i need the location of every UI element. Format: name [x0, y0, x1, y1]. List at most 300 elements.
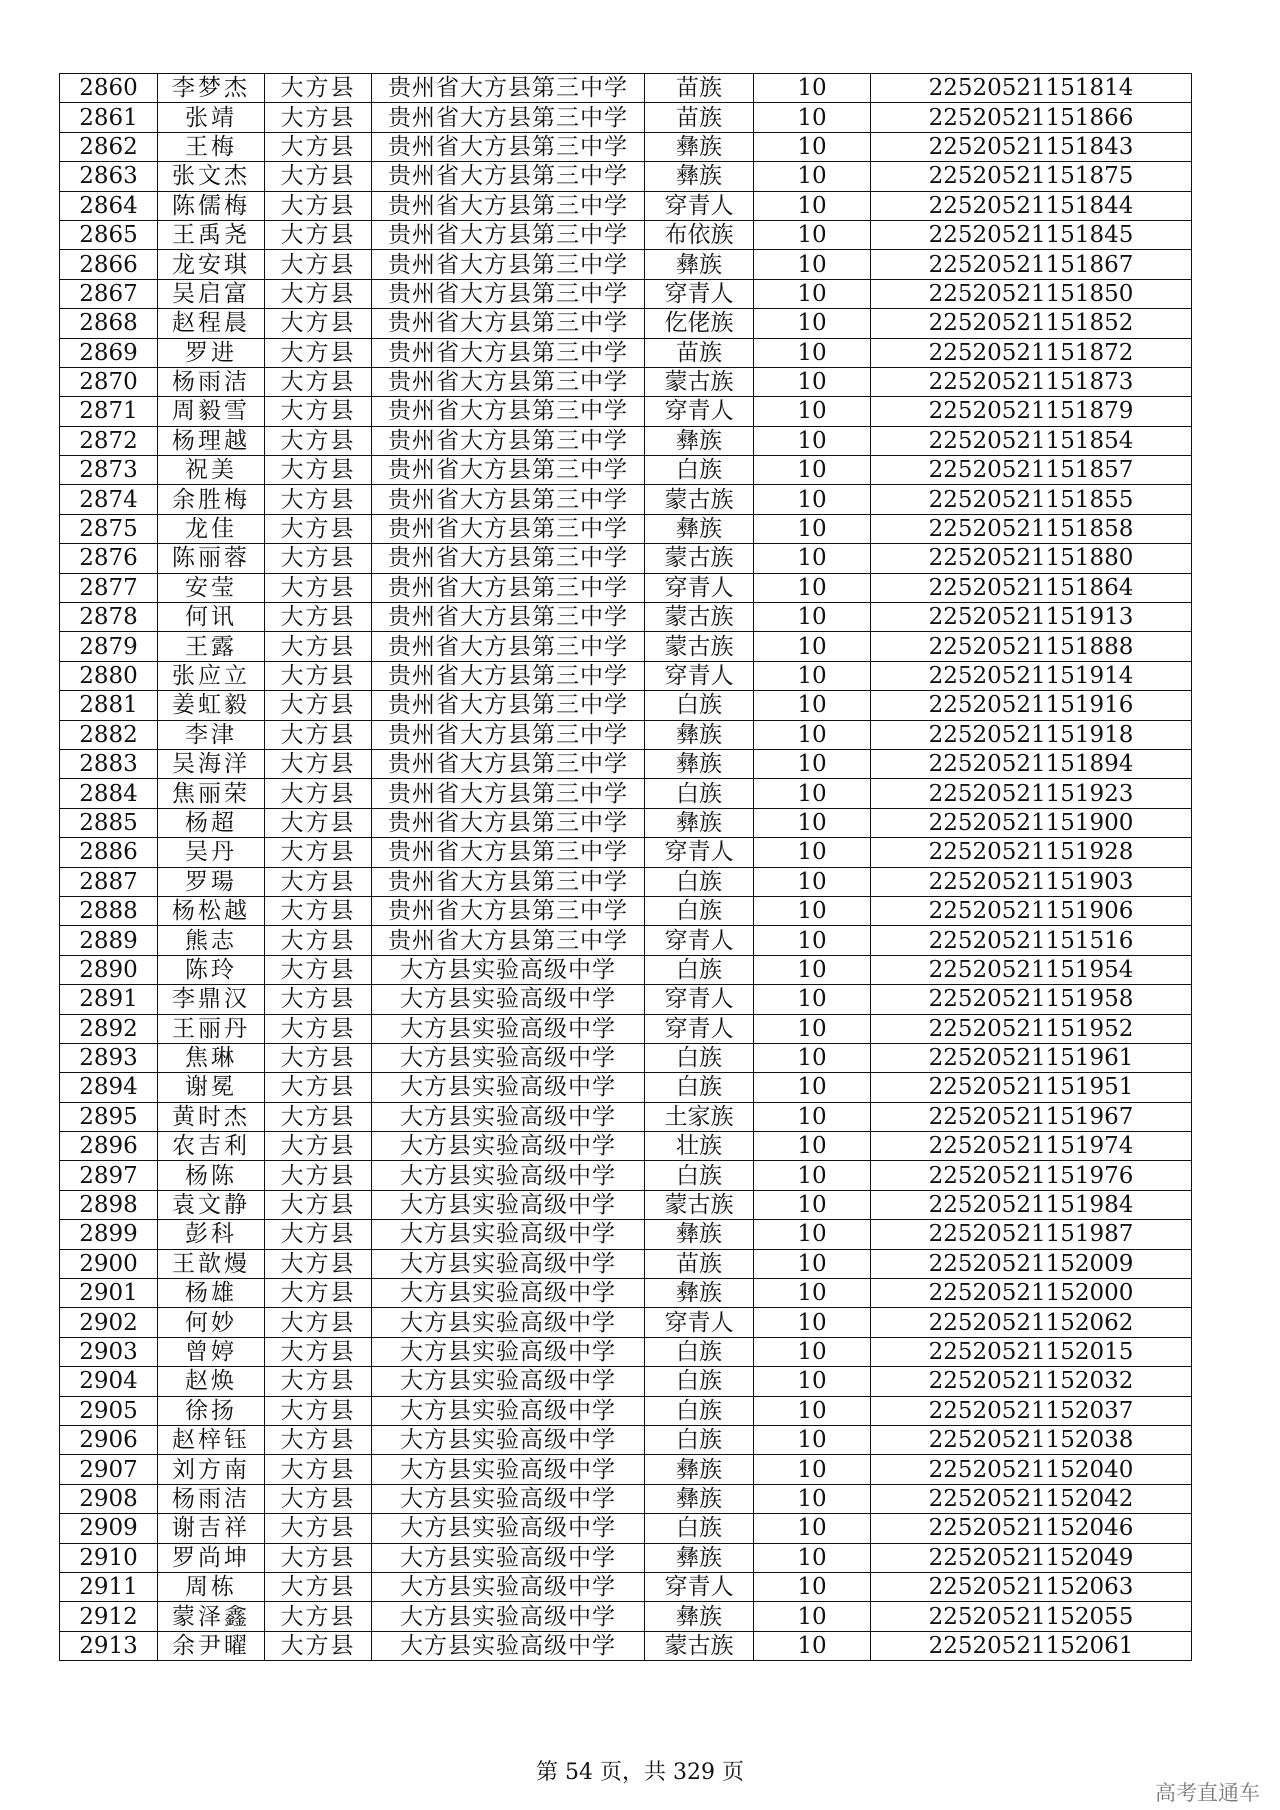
name-cell: 杨雨洁: [158, 1484, 265, 1513]
county-cell: 大方县: [265, 838, 372, 867]
school-cell: 贵州省大方县第三中学: [372, 896, 645, 925]
table-row: [60, 250, 1192, 279]
exam-number-cell: 22520521151976: [871, 1161, 1192, 1190]
ethnicity-cell: 仡佬族: [645, 309, 754, 338]
exam-number-cell: 22520521151954: [871, 955, 1192, 984]
seq-cell: 2891: [60, 985, 158, 1014]
ethnicity-cell: 彝族: [645, 1543, 754, 1572]
name-cell: 杨陈: [158, 1161, 265, 1190]
county-cell: 大方县: [265, 1014, 372, 1043]
county-cell: 大方县: [265, 1132, 372, 1161]
name-cell: 祝美: [158, 456, 265, 485]
points-cell: 10: [754, 838, 871, 867]
name-cell: 刘方南: [158, 1455, 265, 1484]
seq-cell: 2887: [60, 867, 158, 896]
table-row: [60, 955, 1192, 984]
ethnicity-cell: 蒙古族: [645, 603, 754, 632]
table-row: [60, 1367, 1192, 1396]
exam-number-cell: 22520521152061: [871, 1631, 1192, 1660]
ethnicity-cell: 彝族: [645, 808, 754, 837]
name-cell: 何妙: [158, 1308, 265, 1337]
name-cell: 姜虹毅: [158, 691, 265, 720]
exam-number-cell: 22520521151914: [871, 661, 1192, 690]
county-cell: 大方县: [265, 573, 372, 602]
exam-number-cell: 22520521151923: [871, 779, 1192, 808]
table-row: [60, 985, 1192, 1014]
school-cell: 大方县实验高级中学: [372, 1161, 645, 1190]
points-cell: 10: [754, 1132, 871, 1161]
name-cell: 余胜梅: [158, 485, 265, 514]
exam-number-cell: 22520521152009: [871, 1249, 1192, 1278]
county-cell: 大方县: [265, 1337, 372, 1366]
exam-number-cell: 22520521152000: [871, 1279, 1192, 1308]
county-cell: 大方县: [265, 867, 372, 896]
seq-cell: 2903: [60, 1337, 158, 1366]
ethnicity-cell: 彝族: [645, 1484, 754, 1513]
exam-number-cell: 22520521152063: [871, 1572, 1192, 1601]
county-cell: 大方县: [265, 808, 372, 837]
seq-cell: 2879: [60, 632, 158, 661]
seq-cell: 2907: [60, 1455, 158, 1484]
table-row: [60, 1190, 1192, 1219]
name-cell: 何讯: [158, 603, 265, 632]
table-row: [60, 1396, 1192, 1425]
school-cell: 大方县实验高级中学: [372, 955, 645, 984]
points-cell: 10: [754, 279, 871, 308]
ethnicity-cell: 彝族: [645, 1455, 754, 1484]
county-cell: 大方县: [265, 338, 372, 367]
name-cell: 龙佳: [158, 514, 265, 543]
table-row: [60, 1102, 1192, 1131]
county-cell: 大方县: [265, 220, 372, 249]
ethnicity-cell: 穿青人: [645, 397, 754, 426]
county-cell: 大方县: [265, 1455, 372, 1484]
table-row: [60, 1249, 1192, 1278]
seq-cell: 2892: [60, 1014, 158, 1043]
school-cell: 贵州省大方县第三中学: [372, 456, 645, 485]
name-cell: 王禹尧: [158, 220, 265, 249]
school-cell: 大方县实验高级中学: [372, 1367, 645, 1396]
points-cell: 10: [754, 1249, 871, 1278]
seq-cell: 2900: [60, 1249, 158, 1278]
exam-number-cell: 22520521151958: [871, 985, 1192, 1014]
points-cell: 10: [754, 338, 871, 367]
seq-cell: 2872: [60, 426, 158, 455]
table-row: [60, 514, 1192, 543]
seq-cell: 2876: [60, 544, 158, 573]
county-cell: 大方县: [265, 250, 372, 279]
county-cell: 大方县: [265, 1161, 372, 1190]
table-row: [60, 103, 1192, 132]
school-cell: 贵州省大方县第三中学: [372, 367, 645, 396]
ethnicity-cell: 白族: [645, 1337, 754, 1366]
name-cell: 周毅雪: [158, 397, 265, 426]
points-cell: 10: [754, 367, 871, 396]
table-row: [60, 1602, 1192, 1631]
county-cell: 大方县: [265, 397, 372, 426]
school-cell: 大方县实验高级中学: [372, 1308, 645, 1337]
points-cell: 10: [754, 1102, 871, 1131]
points-cell: 10: [754, 544, 871, 573]
exam-number-cell: 22520521152032: [871, 1367, 1192, 1396]
table-row: [60, 1514, 1192, 1543]
exam-number-cell: 22520521151888: [871, 632, 1192, 661]
name-cell: 蒙泽鑫: [158, 1602, 265, 1631]
county-cell: 大方县: [265, 279, 372, 308]
exam-number-cell: 22520521151850: [871, 279, 1192, 308]
name-cell: 陈玲: [158, 955, 265, 984]
school-cell: 贵州省大方县第三中学: [372, 309, 645, 338]
seq-cell: 2881: [60, 691, 158, 720]
name-cell: 张应立: [158, 661, 265, 690]
name-cell: 安莹: [158, 573, 265, 602]
ethnicity-cell: 穿青人: [645, 573, 754, 602]
ethnicity-cell: 白族: [645, 1161, 754, 1190]
school-cell: 大方县实验高级中学: [372, 1073, 645, 1102]
ethnicity-cell: 彝族: [645, 514, 754, 543]
school-cell: 贵州省大方县第三中学: [372, 661, 645, 690]
ethnicity-cell: 白族: [645, 779, 754, 808]
table-row: [60, 1484, 1192, 1513]
table-row: [60, 485, 1192, 514]
points-cell: 10: [754, 191, 871, 220]
county-cell: 大方县: [265, 485, 372, 514]
table-row: [60, 632, 1192, 661]
school-cell: 大方县实验高级中学: [372, 1043, 645, 1072]
county-cell: 大方县: [265, 426, 372, 455]
ethnicity-cell: 彝族: [645, 250, 754, 279]
points-cell: 10: [754, 926, 871, 955]
exam-number-cell: 22520521151984: [871, 1190, 1192, 1219]
name-cell: 杨雄: [158, 1279, 265, 1308]
ethnicity-cell: 蒙古族: [645, 1190, 754, 1219]
ethnicity-cell: 彝族: [645, 426, 754, 455]
county-cell: 大方县: [265, 309, 372, 338]
ethnicity-cell: 苗族: [645, 338, 754, 367]
county-cell: 大方县: [265, 632, 372, 661]
name-cell: 吴启富: [158, 279, 265, 308]
seq-cell: 2897: [60, 1161, 158, 1190]
school-cell: 大方县实验高级中学: [372, 1220, 645, 1249]
points-cell: 10: [754, 1073, 871, 1102]
county-cell: 大方县: [265, 1190, 372, 1219]
table-row: [60, 573, 1192, 602]
seq-cell: 2868: [60, 309, 158, 338]
ethnicity-cell: 蒙古族: [645, 544, 754, 573]
county-cell: 大方县: [265, 1572, 372, 1601]
name-cell: 杨理越: [158, 426, 265, 455]
points-cell: 10: [754, 220, 871, 249]
school-cell: 大方县实验高级中学: [372, 1543, 645, 1572]
points-cell: 10: [754, 1543, 871, 1572]
page-number-footer: 第 54 页，共 329 页: [536, 1760, 744, 1785]
points-cell: 10: [754, 162, 871, 191]
seq-cell: 2878: [60, 603, 158, 632]
table-row: [60, 220, 1192, 249]
school-cell: 贵州省大方县第三中学: [372, 838, 645, 867]
name-cell: 赵梓钰: [158, 1425, 265, 1454]
name-cell: 袁文静: [158, 1190, 265, 1219]
exam-number-cell: 22520521151961: [871, 1043, 1192, 1072]
county-cell: 大方县: [265, 1279, 372, 1308]
table-body: [60, 74, 1192, 1661]
school-cell: 大方县实验高级中学: [372, 1631, 645, 1660]
name-cell: 吴海洋: [158, 749, 265, 778]
table-row: [60, 1014, 1192, 1043]
points-cell: 10: [754, 808, 871, 837]
school-cell: 贵州省大方县第三中学: [372, 514, 645, 543]
exam-number-cell: 22520521151844: [871, 191, 1192, 220]
seq-cell: 2867: [60, 279, 158, 308]
exam-number-cell: 22520521151906: [871, 896, 1192, 925]
school-cell: 贵州省大方县第三中学: [372, 573, 645, 602]
exam-number-cell: 22520521151894: [871, 749, 1192, 778]
name-cell: 李梦杰: [158, 74, 265, 103]
ethnicity-cell: 彝族: [645, 1602, 754, 1631]
points-cell: 10: [754, 1425, 871, 1454]
name-cell: 焦丽荣: [158, 779, 265, 808]
points-cell: 10: [754, 426, 871, 455]
student-list-table: [59, 73, 1192, 1661]
table-row: [60, 74, 1192, 103]
seq-cell: 2889: [60, 926, 158, 955]
exam-number-cell: 22520521151918: [871, 720, 1192, 749]
county-cell: 大方县: [265, 926, 372, 955]
name-cell: 黄时杰: [158, 1102, 265, 1131]
seq-cell: 2893: [60, 1043, 158, 1072]
table-row: [60, 838, 1192, 867]
school-cell: 大方县实验高级中学: [372, 1514, 645, 1543]
table-row: [60, 749, 1192, 778]
exam-number-cell: 22520521151845: [871, 220, 1192, 249]
county-cell: 大方县: [265, 661, 372, 690]
name-cell: 焦琳: [158, 1043, 265, 1072]
school-cell: 大方县实验高级中学: [372, 1279, 645, 1308]
seq-cell: 2905: [60, 1396, 158, 1425]
exam-number-cell: 22520521152062: [871, 1308, 1192, 1337]
school-cell: 贵州省大方县第三中学: [372, 749, 645, 778]
county-cell: 大方县: [265, 162, 372, 191]
school-cell: 大方县实验高级中学: [372, 1102, 645, 1131]
table-row: [60, 603, 1192, 632]
table-row: [60, 808, 1192, 837]
ethnicity-cell: 穿青人: [645, 279, 754, 308]
county-cell: 大方县: [265, 544, 372, 573]
exam-number-cell: 22520521151987: [871, 1220, 1192, 1249]
ethnicity-cell: 穿青人: [645, 191, 754, 220]
school-cell: 贵州省大方县第三中学: [372, 632, 645, 661]
school-cell: 大方县实验高级中学: [372, 1396, 645, 1425]
name-cell: 陈儒梅: [158, 191, 265, 220]
school-cell: 贵州省大方县第三中学: [372, 779, 645, 808]
seq-cell: 2901: [60, 1279, 158, 1308]
table-row: [60, 191, 1192, 220]
ethnicity-cell: 壮族: [645, 1132, 754, 1161]
name-cell: 罗尚坤: [158, 1543, 265, 1572]
ethnicity-cell: 穿青人: [645, 1572, 754, 1601]
county-cell: 大方县: [265, 1102, 372, 1131]
school-cell: 大方县实验高级中学: [372, 1484, 645, 1513]
table-row: [60, 1455, 1192, 1484]
ethnicity-cell: 苗族: [645, 74, 754, 103]
points-cell: 10: [754, 1220, 871, 1249]
table-row: [60, 1572, 1192, 1601]
county-cell: 大方县: [265, 191, 372, 220]
ethnicity-cell: 苗族: [645, 103, 754, 132]
county-cell: 大方县: [265, 1425, 372, 1454]
ethnicity-cell: 白族: [645, 896, 754, 925]
school-cell: 贵州省大方县第三中学: [372, 338, 645, 367]
ethnicity-cell: 蒙古族: [645, 367, 754, 396]
ethnicity-cell: 穿青人: [645, 1308, 754, 1337]
name-cell: 王梅: [158, 132, 265, 161]
school-cell: 大方县实验高级中学: [372, 1132, 645, 1161]
seq-cell: 2910: [60, 1543, 158, 1572]
seq-cell: 2866: [60, 250, 158, 279]
school-cell: 大方县实验高级中学: [372, 1014, 645, 1043]
exam-number-cell: 22520521151952: [871, 1014, 1192, 1043]
exam-number-cell: 22520521151516: [871, 926, 1192, 955]
ethnicity-cell: 穿青人: [645, 661, 754, 690]
school-cell: 贵州省大方县第三中学: [372, 867, 645, 896]
table-row: [60, 279, 1192, 308]
table-row: [60, 1132, 1192, 1161]
points-cell: 10: [754, 74, 871, 103]
name-cell: 曾婷: [158, 1337, 265, 1366]
name-cell: 徐扬: [158, 1396, 265, 1425]
seq-cell: 2890: [60, 955, 158, 984]
ethnicity-cell: 蒙古族: [645, 1631, 754, 1660]
seq-cell: 2883: [60, 749, 158, 778]
name-cell: 罗进: [158, 338, 265, 367]
ethnicity-cell: 彝族: [645, 1220, 754, 1249]
county-cell: 大方县: [265, 1514, 372, 1543]
county-cell: 大方县: [265, 1484, 372, 1513]
points-cell: 10: [754, 1190, 871, 1219]
exam-number-cell: 22520521151814: [871, 74, 1192, 103]
ethnicity-cell: 白族: [645, 1043, 754, 1072]
seq-cell: 2880: [60, 661, 158, 690]
school-cell: 贵州省大方县第三中学: [372, 691, 645, 720]
name-cell: 余尹曜: [158, 1631, 265, 1660]
exam-number-cell: 22520521151967: [871, 1102, 1192, 1131]
county-cell: 大方县: [265, 1367, 372, 1396]
exam-number-cell: 22520521151858: [871, 514, 1192, 543]
ethnicity-cell: 白族: [645, 691, 754, 720]
exam-number-cell: 22520521151854: [871, 426, 1192, 455]
name-cell: 杨松越: [158, 896, 265, 925]
ethnicity-cell: 苗族: [645, 1249, 754, 1278]
table-row: [60, 779, 1192, 808]
points-cell: 10: [754, 867, 871, 896]
ethnicity-cell: 穿青人: [645, 1014, 754, 1043]
exam-number-cell: 22520521151913: [871, 603, 1192, 632]
seq-cell: 2884: [60, 779, 158, 808]
name-cell: 王丽丹: [158, 1014, 265, 1043]
seq-cell: 2896: [60, 1132, 158, 1161]
table-row: [60, 720, 1192, 749]
county-cell: 大方县: [265, 456, 372, 485]
name-cell: 李津: [158, 720, 265, 749]
points-cell: 10: [754, 691, 871, 720]
school-cell: 贵州省大方县第三中学: [372, 720, 645, 749]
county-cell: 大方县: [265, 103, 372, 132]
ethnicity-cell: 白族: [645, 1514, 754, 1543]
seq-cell: 2874: [60, 485, 158, 514]
table-row: [60, 926, 1192, 955]
school-cell: 大方县实验高级中学: [372, 1425, 645, 1454]
table-row: [60, 544, 1192, 573]
points-cell: 10: [754, 1631, 871, 1660]
table-row: [60, 338, 1192, 367]
seq-cell: 2906: [60, 1425, 158, 1454]
table-row: [60, 1543, 1192, 1572]
name-cell: 彭科: [158, 1220, 265, 1249]
seq-cell: 2862: [60, 132, 158, 161]
points-cell: 10: [754, 1484, 871, 1513]
school-cell: 贵州省大方县第三中学: [372, 397, 645, 426]
seq-cell: 2864: [60, 191, 158, 220]
exam-number-cell: 22520521151974: [871, 1132, 1192, 1161]
county-cell: 大方县: [265, 74, 372, 103]
seq-cell: 2861: [60, 103, 158, 132]
table-row: [60, 1337, 1192, 1366]
seq-cell: 2865: [60, 220, 158, 249]
table-row: [60, 426, 1192, 455]
ethnicity-cell: 穿青人: [645, 838, 754, 867]
seq-cell: 2912: [60, 1602, 158, 1631]
exam-number-cell: 22520521151852: [871, 309, 1192, 338]
seq-cell: 2902: [60, 1308, 158, 1337]
exam-number-cell: 22520521152015: [871, 1337, 1192, 1366]
points-cell: 10: [754, 1337, 871, 1366]
seq-cell: 2888: [60, 896, 158, 925]
points-cell: 10: [754, 1367, 871, 1396]
table-row: [60, 1631, 1192, 1660]
table-row: [60, 367, 1192, 396]
seq-cell: 2898: [60, 1190, 158, 1219]
name-cell: 龙安琪: [158, 250, 265, 279]
school-cell: 大方县实验高级中学: [372, 1337, 645, 1366]
seq-cell: 2877: [60, 573, 158, 602]
school-cell: 大方县实验高级中学: [372, 1190, 645, 1219]
table-row: [60, 1308, 1192, 1337]
county-cell: 大方县: [265, 1543, 372, 1572]
seq-cell: 2908: [60, 1484, 158, 1513]
seq-cell: 2894: [60, 1073, 158, 1102]
seq-cell: 2895: [60, 1102, 158, 1131]
county-cell: 大方县: [265, 603, 372, 632]
seq-cell: 2873: [60, 456, 158, 485]
points-cell: 10: [754, 985, 871, 1014]
exam-number-cell: 22520521151857: [871, 456, 1192, 485]
table-row: [60, 691, 1192, 720]
table-row: [60, 162, 1192, 191]
seq-cell: 2860: [60, 74, 158, 103]
school-cell: 贵州省大方县第三中学: [372, 279, 645, 308]
table-row: [60, 1220, 1192, 1249]
exam-number-cell: 22520521151864: [871, 573, 1192, 602]
table-row: [60, 661, 1192, 690]
points-cell: 10: [754, 132, 871, 161]
school-cell: 贵州省大方县第三中学: [372, 926, 645, 955]
county-cell: 大方县: [265, 1073, 372, 1102]
ethnicity-cell: 白族: [645, 867, 754, 896]
points-cell: 10: [754, 456, 871, 485]
points-cell: 10: [754, 103, 871, 132]
ethnicity-cell: 穿青人: [645, 985, 754, 1014]
table-row: [60, 896, 1192, 925]
